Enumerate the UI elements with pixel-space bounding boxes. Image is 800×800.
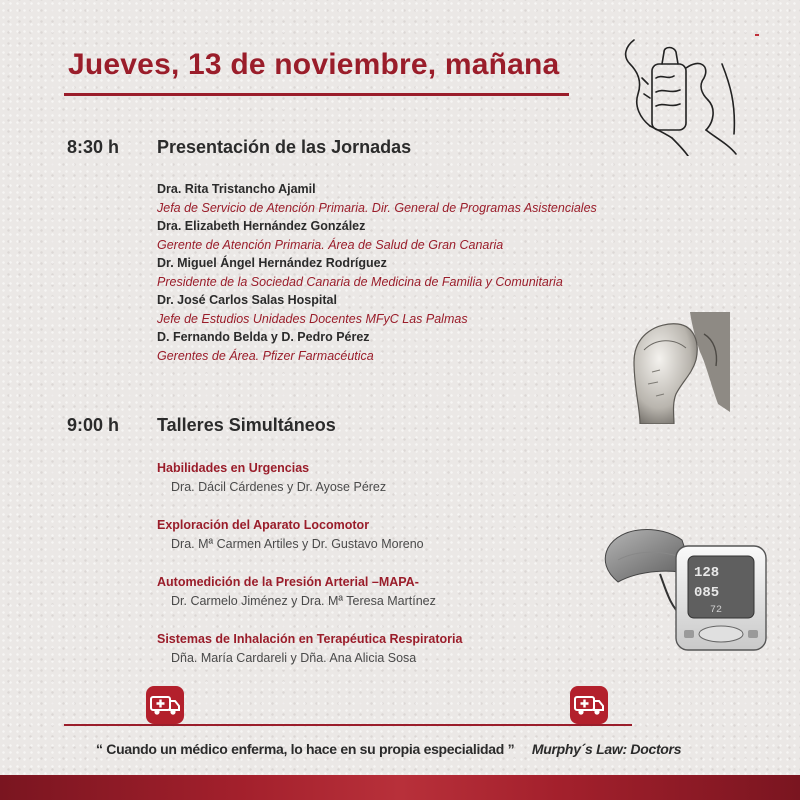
ambulance-icon	[570, 686, 608, 724]
workshop-title: Habilidades en Urgencias	[157, 461, 310, 475]
session2-time: 9:00 h	[67, 415, 120, 435]
page-title: Jueves, 13 de noviembre, mañana	[68, 48, 560, 81]
shoulder-joint-icon	[630, 312, 730, 424]
inhaler-hand-icon	[612, 34, 750, 156]
session2-title: Talleres Simultáneos	[157, 415, 336, 435]
speaker-name: Dr. Miguel Ángel Hernández Rodríguez	[157, 256, 387, 270]
footer-source: Murphy´s Law: Doctors	[531, 741, 682, 757]
svg-text:128: 128	[694, 565, 720, 581]
footer-quote: “ Cuando un médico enferma, lo hace en su propia especialidad ”	[96, 741, 515, 757]
workshop-presenters: Dña. María Cardareli y Dña. Ana Alicia Sosa	[171, 650, 417, 665]
footer-divider	[64, 724, 632, 726]
speaker-name: Dra. Rita Tristancho Ajamil	[157, 182, 316, 196]
blood-pressure-monitor-icon	[600, 520, 780, 652]
workshop-presenters: Dra. Mª Carmen Artiles y Dr. Gustavo Moreno	[171, 536, 424, 551]
svg-text:085: 085	[694, 585, 720, 601]
speaker-role: Gerentes de Área. Pfizer Farmacéutica	[157, 348, 374, 363]
title-divider	[64, 93, 569, 96]
decorative-dot	[755, 34, 759, 36]
speaker-role: Gerente de Atención Primaria. Área de Salud de Gran Canaria	[157, 237, 504, 252]
speaker-name: Dr. José Carlos Salas Hospital	[157, 293, 337, 307]
workshop-title: Exploración del Aparato Locomotor	[157, 518, 370, 532]
session1-title: Presentación de las Jornadas	[157, 137, 412, 157]
speaker-name: Dra. Elizabeth Hernández González	[157, 219, 366, 233]
speaker-name: D. Fernando Belda y D. Pedro Pérez	[157, 330, 370, 344]
session1-time: 8:30 h	[67, 137, 120, 157]
svg-text:72: 72	[710, 605, 723, 616]
workshop-title: Sistemas de Inhalación en Terapéutica Respiratoria	[157, 632, 463, 646]
workshop-presenters: Dr. Carmelo Jiménez y Dra. Mª Teresa Martínez	[171, 593, 436, 608]
workshop-presenters: Dra. Dácil Cárdenes y Dr. Ayose Pérez	[171, 479, 387, 494]
speaker-role: Jefa de Servicio de Atención Primaria. Dir. General de Programas Asistenciales	[157, 200, 597, 215]
speaker-role: Jefe de Estudios Unidades Docentes MFyC Las Palmas	[157, 311, 468, 326]
ambulance-icon	[146, 686, 184, 724]
footer-quote-line	[96, 741, 681, 757]
workshop-title: Automedición de la Presión Arterial –MAPA-	[157, 575, 419, 589]
speaker-role: Presidente de la Sociedad Canaria de Medicina de Familia y Comunitaria	[157, 274, 563, 289]
bottom-bar	[0, 775, 800, 800]
